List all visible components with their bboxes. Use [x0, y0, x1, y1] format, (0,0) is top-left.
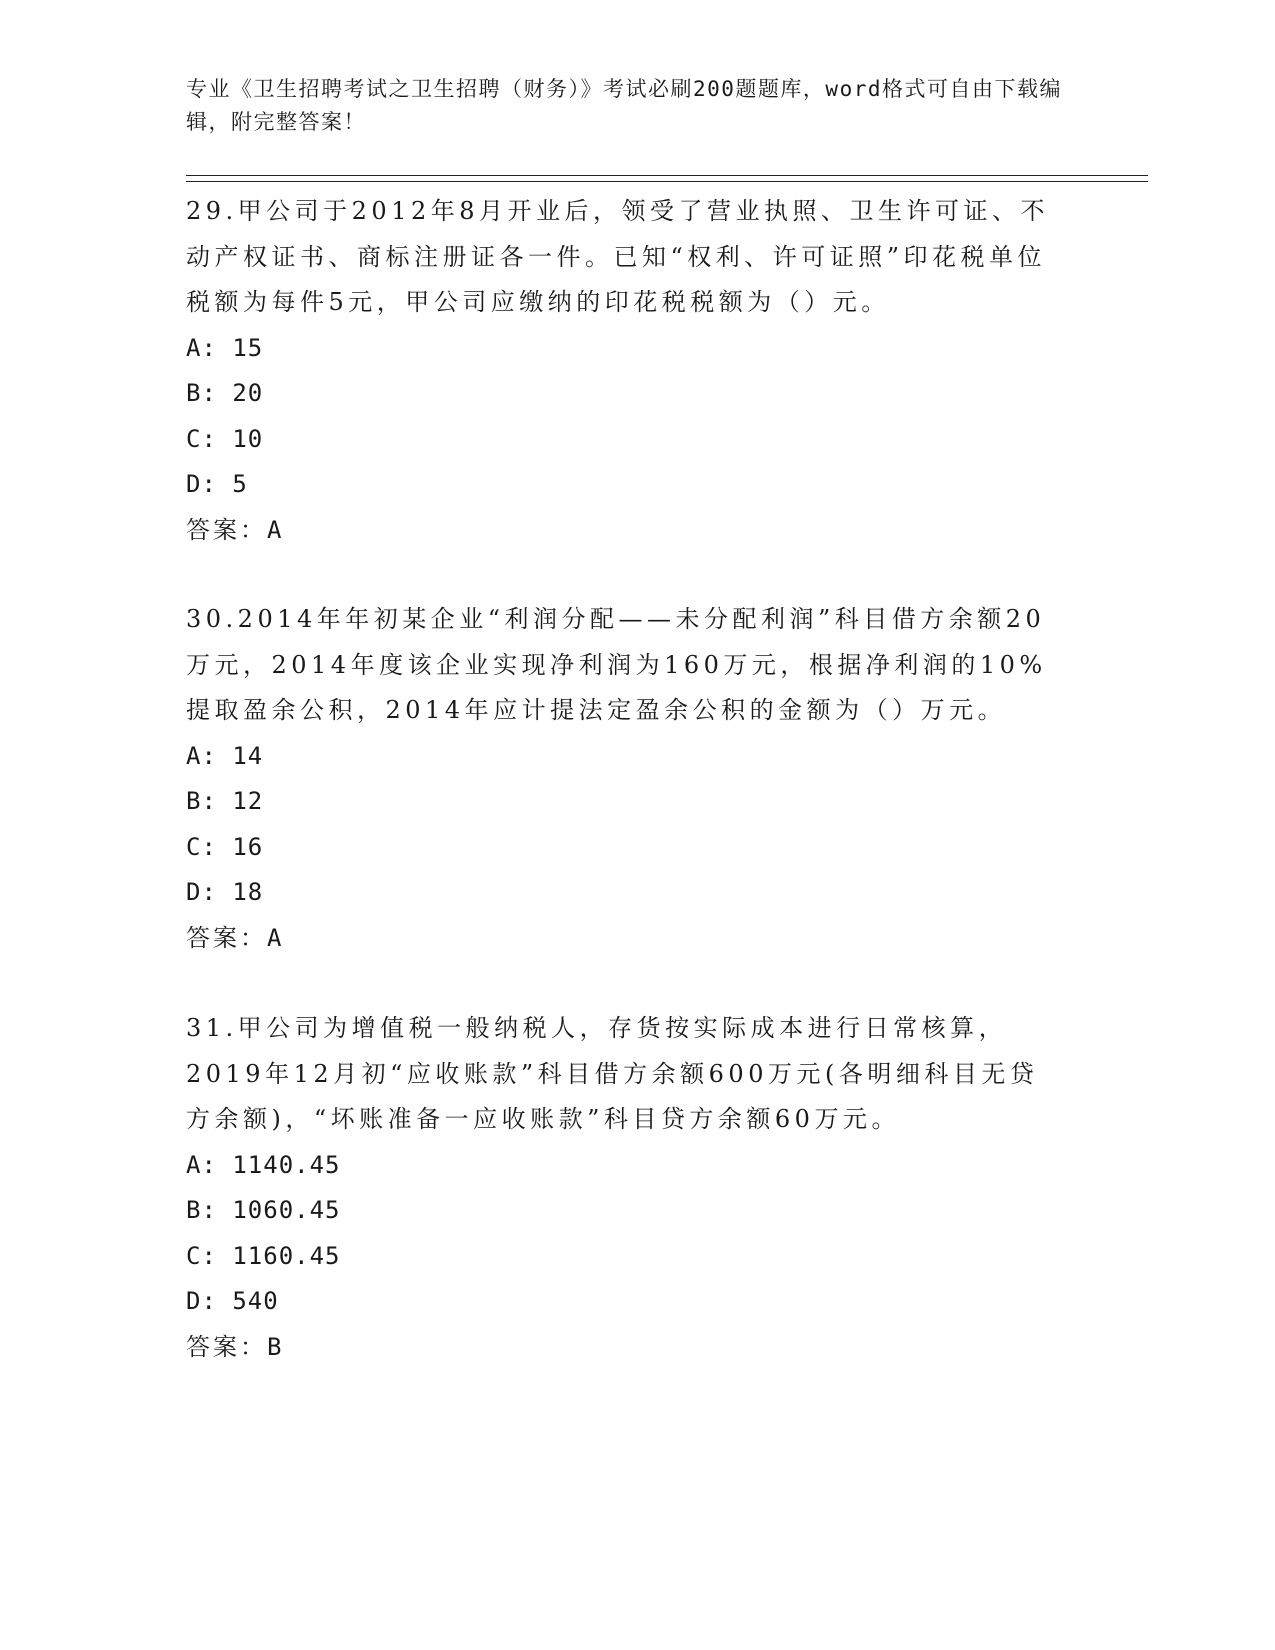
option-d: D: 540: [186, 1287, 279, 1315]
answer: 答案：A: [186, 515, 285, 544]
option-a: A: 1140.45: [186, 1150, 341, 1179]
option-a: A: 14: [186, 741, 264, 770]
document-header: 专业《卫生招聘考试之卫生招聘（财务）》考试必刷200题题库，word格式可自由下载编辑，附完整答案！: [186, 77, 1062, 134]
question-stem: 29.甲公司于2012年8月开业后，领受了营业执照、卫生许可证、不动产权证书、商标注册证各一件。已知“权利、许可证照”印花税单位税额为每件5元，甲公司应缴纳的印花税税额为（）元。: [186, 197, 1050, 316]
option-d: D: 18: [186, 878, 264, 906]
question-stem: 30.2014年年初某企业“利润分配——未分配利润”科目借方余额20万元，2014年度该企业实现净利润为160万元，根据净利润的10%提取盈余公积，2014年应计提法定盈余公积的金额为（）万元。: [186, 605, 1047, 724]
header-divider-bottom: [186, 181, 1148, 182]
question-30: [186, 597, 1066, 961]
header-divider-top: [186, 175, 1148, 176]
option-c: C: 1160.45: [186, 1241, 341, 1270]
option-c: C: 10: [186, 424, 264, 453]
answer: 答案：B: [186, 1332, 285, 1361]
answer: 答案：A: [186, 923, 285, 952]
question-31: [186, 1006, 1066, 1370]
question-29: [186, 189, 1066, 553]
question-stem: 31.甲公司为增值税一般纳税人，存货按实际成本进行日常核算，2019年12月初“应收账款”科目借方余额600万元(各明细科目无贷方余额)，“坏账准备一应收账款”科目贷方余额60万元。: [186, 1014, 1039, 1133]
option-d: D: 5: [186, 470, 248, 498]
option-b: B: 1060.45: [186, 1196, 341, 1224]
option-c: C: 16: [186, 832, 264, 861]
option-b: B: 20: [186, 379, 264, 407]
option-b: B: 12: [186, 787, 264, 815]
option-a: A: 15: [186, 333, 264, 362]
